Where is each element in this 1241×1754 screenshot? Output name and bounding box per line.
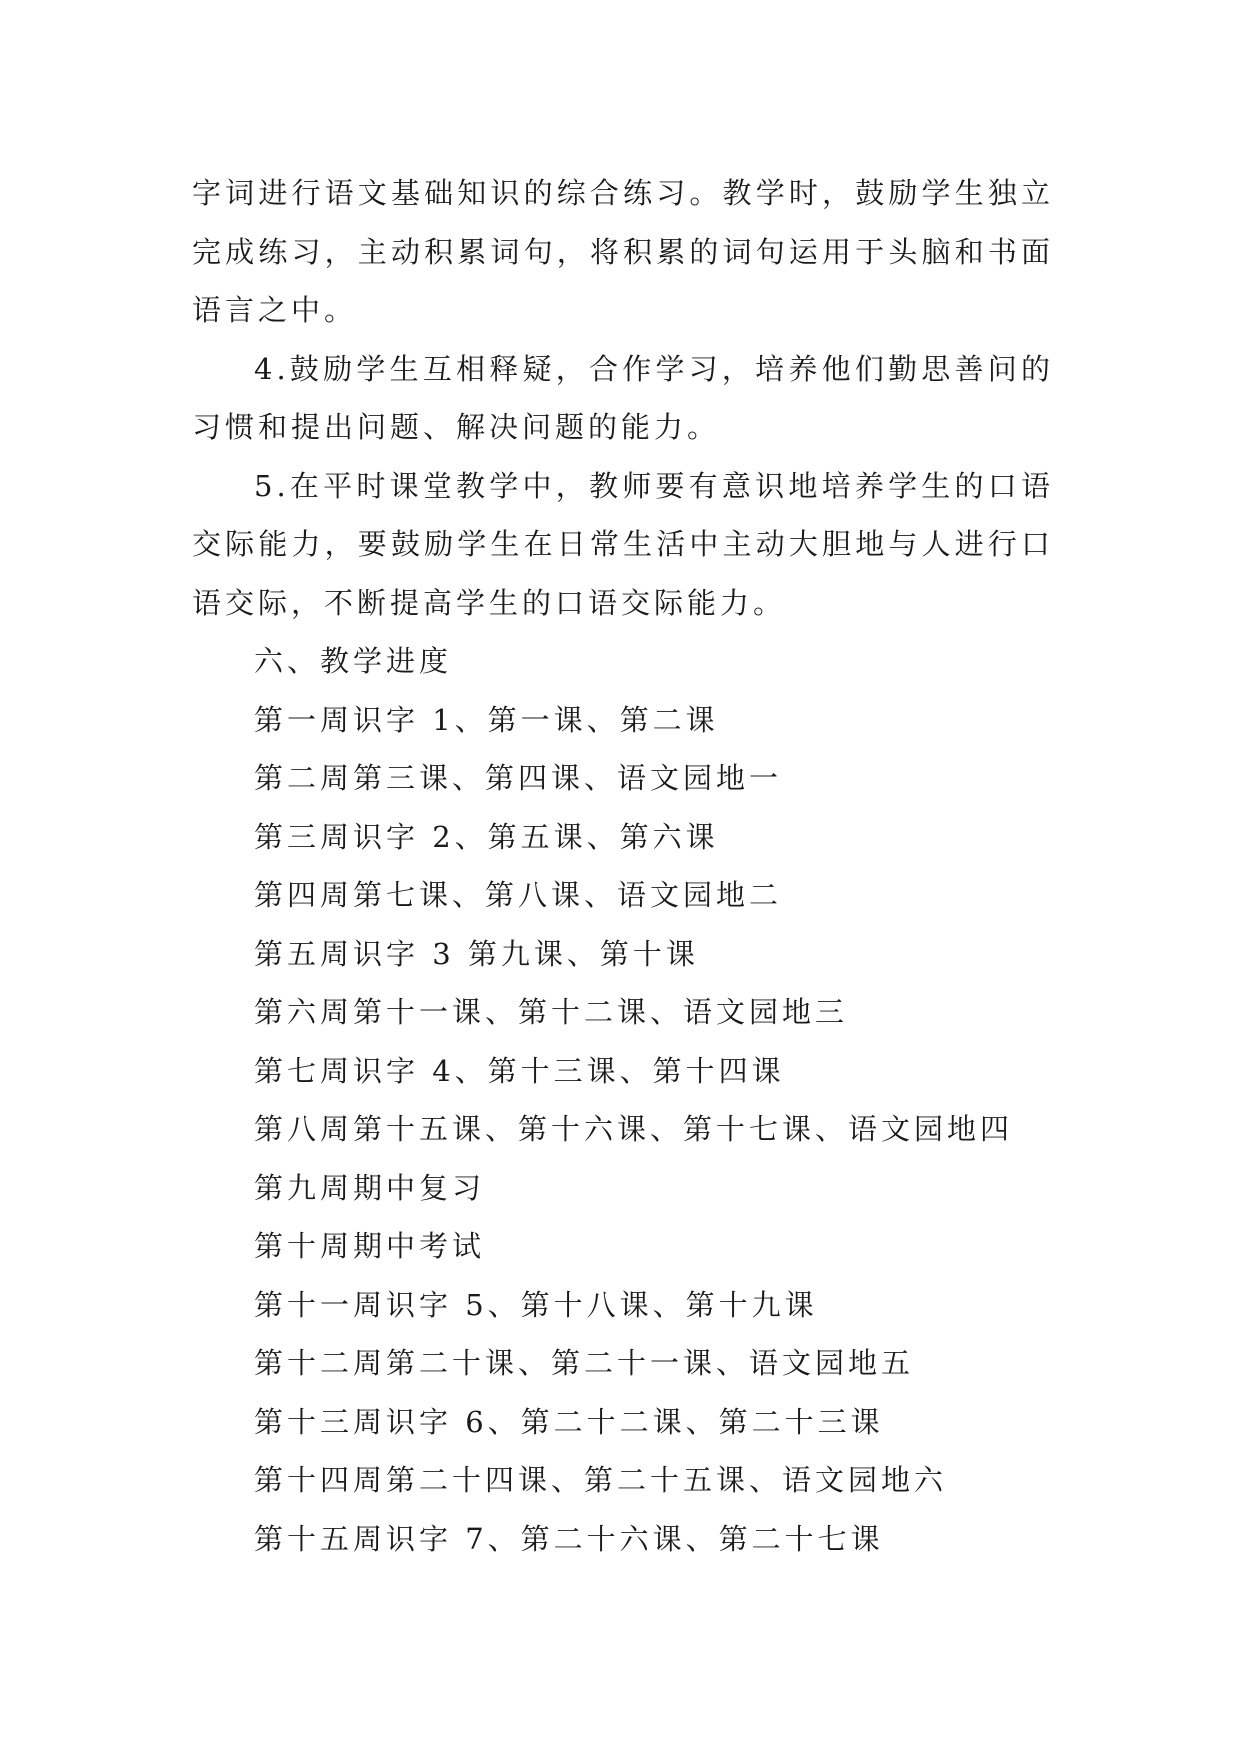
schedule-week-1: 第一周识字 1、第一课、第二课 — [254, 702, 719, 737]
document-body — [192, 164, 1054, 1568]
schedule-week-2: 第二周第三课、第四课、语文园地一 — [254, 761, 783, 795]
schedule-week-6: 第六周第十一课、第十二课、语文园地三 — [254, 995, 849, 1029]
schedule-list — [192, 691, 1054, 1569]
schedule-week-8: 第八周第十五课、第十六课、第十七课、语文园地四 — [254, 1112, 1014, 1146]
schedule-week-14: 第十四周第二十四课、第二十五课、语文园地六 — [254, 1463, 948, 1497]
schedule-week-11: 第十一周识字 5、第十八课、第十九课 — [254, 1287, 818, 1322]
schedule-week-7: 第七周识字 4、第十三课、第十四课 — [254, 1053, 785, 1088]
schedule-week-3: 第三周识字 2、第五课、第六课 — [254, 819, 719, 854]
paragraph-item-4: 4.鼓励学生互相释疑，合作学习，培养他们勤思善问的习惯和提出问题、解决问题的能力。 — [192, 351, 1054, 444]
schedule-week-10: 第十周期中考试 — [254, 1229, 486, 1263]
schedule-week-12: 第十二周第二十课、第二十一课、语文园地五 — [254, 1346, 915, 1380]
paragraph-continued: 字词进行语文基础知识的综合练习。教学时，鼓励学生独立完成练习，主动积累词句，将积累的词句运用于头脑和书面语言之中。 — [192, 176, 1054, 327]
schedule-week-4: 第四周第七课、第八课、语文园地二 — [254, 878, 783, 912]
section-heading: 六、教学进度 — [254, 644, 453, 678]
schedule-week-15: 第十五周识字 7、第二十六课、第二十七课 — [254, 1521, 884, 1556]
schedule-week-5: 第五周识字 3 第九课、第十课 — [254, 936, 699, 971]
schedule-week-9: 第九周期中复习 — [254, 1170, 486, 1205]
paragraph-item-5: 5.在平时课堂教学中，教师要有意识地培养学生的口语交际能力，要鼓励学生在日常生活中主动大胆地与人进行口语交际，不断提高学生的口语交际能力。 — [192, 468, 1054, 620]
schedule-week-13: 第十三周识字 6、第二十二课、第二十三课 — [254, 1404, 884, 1439]
